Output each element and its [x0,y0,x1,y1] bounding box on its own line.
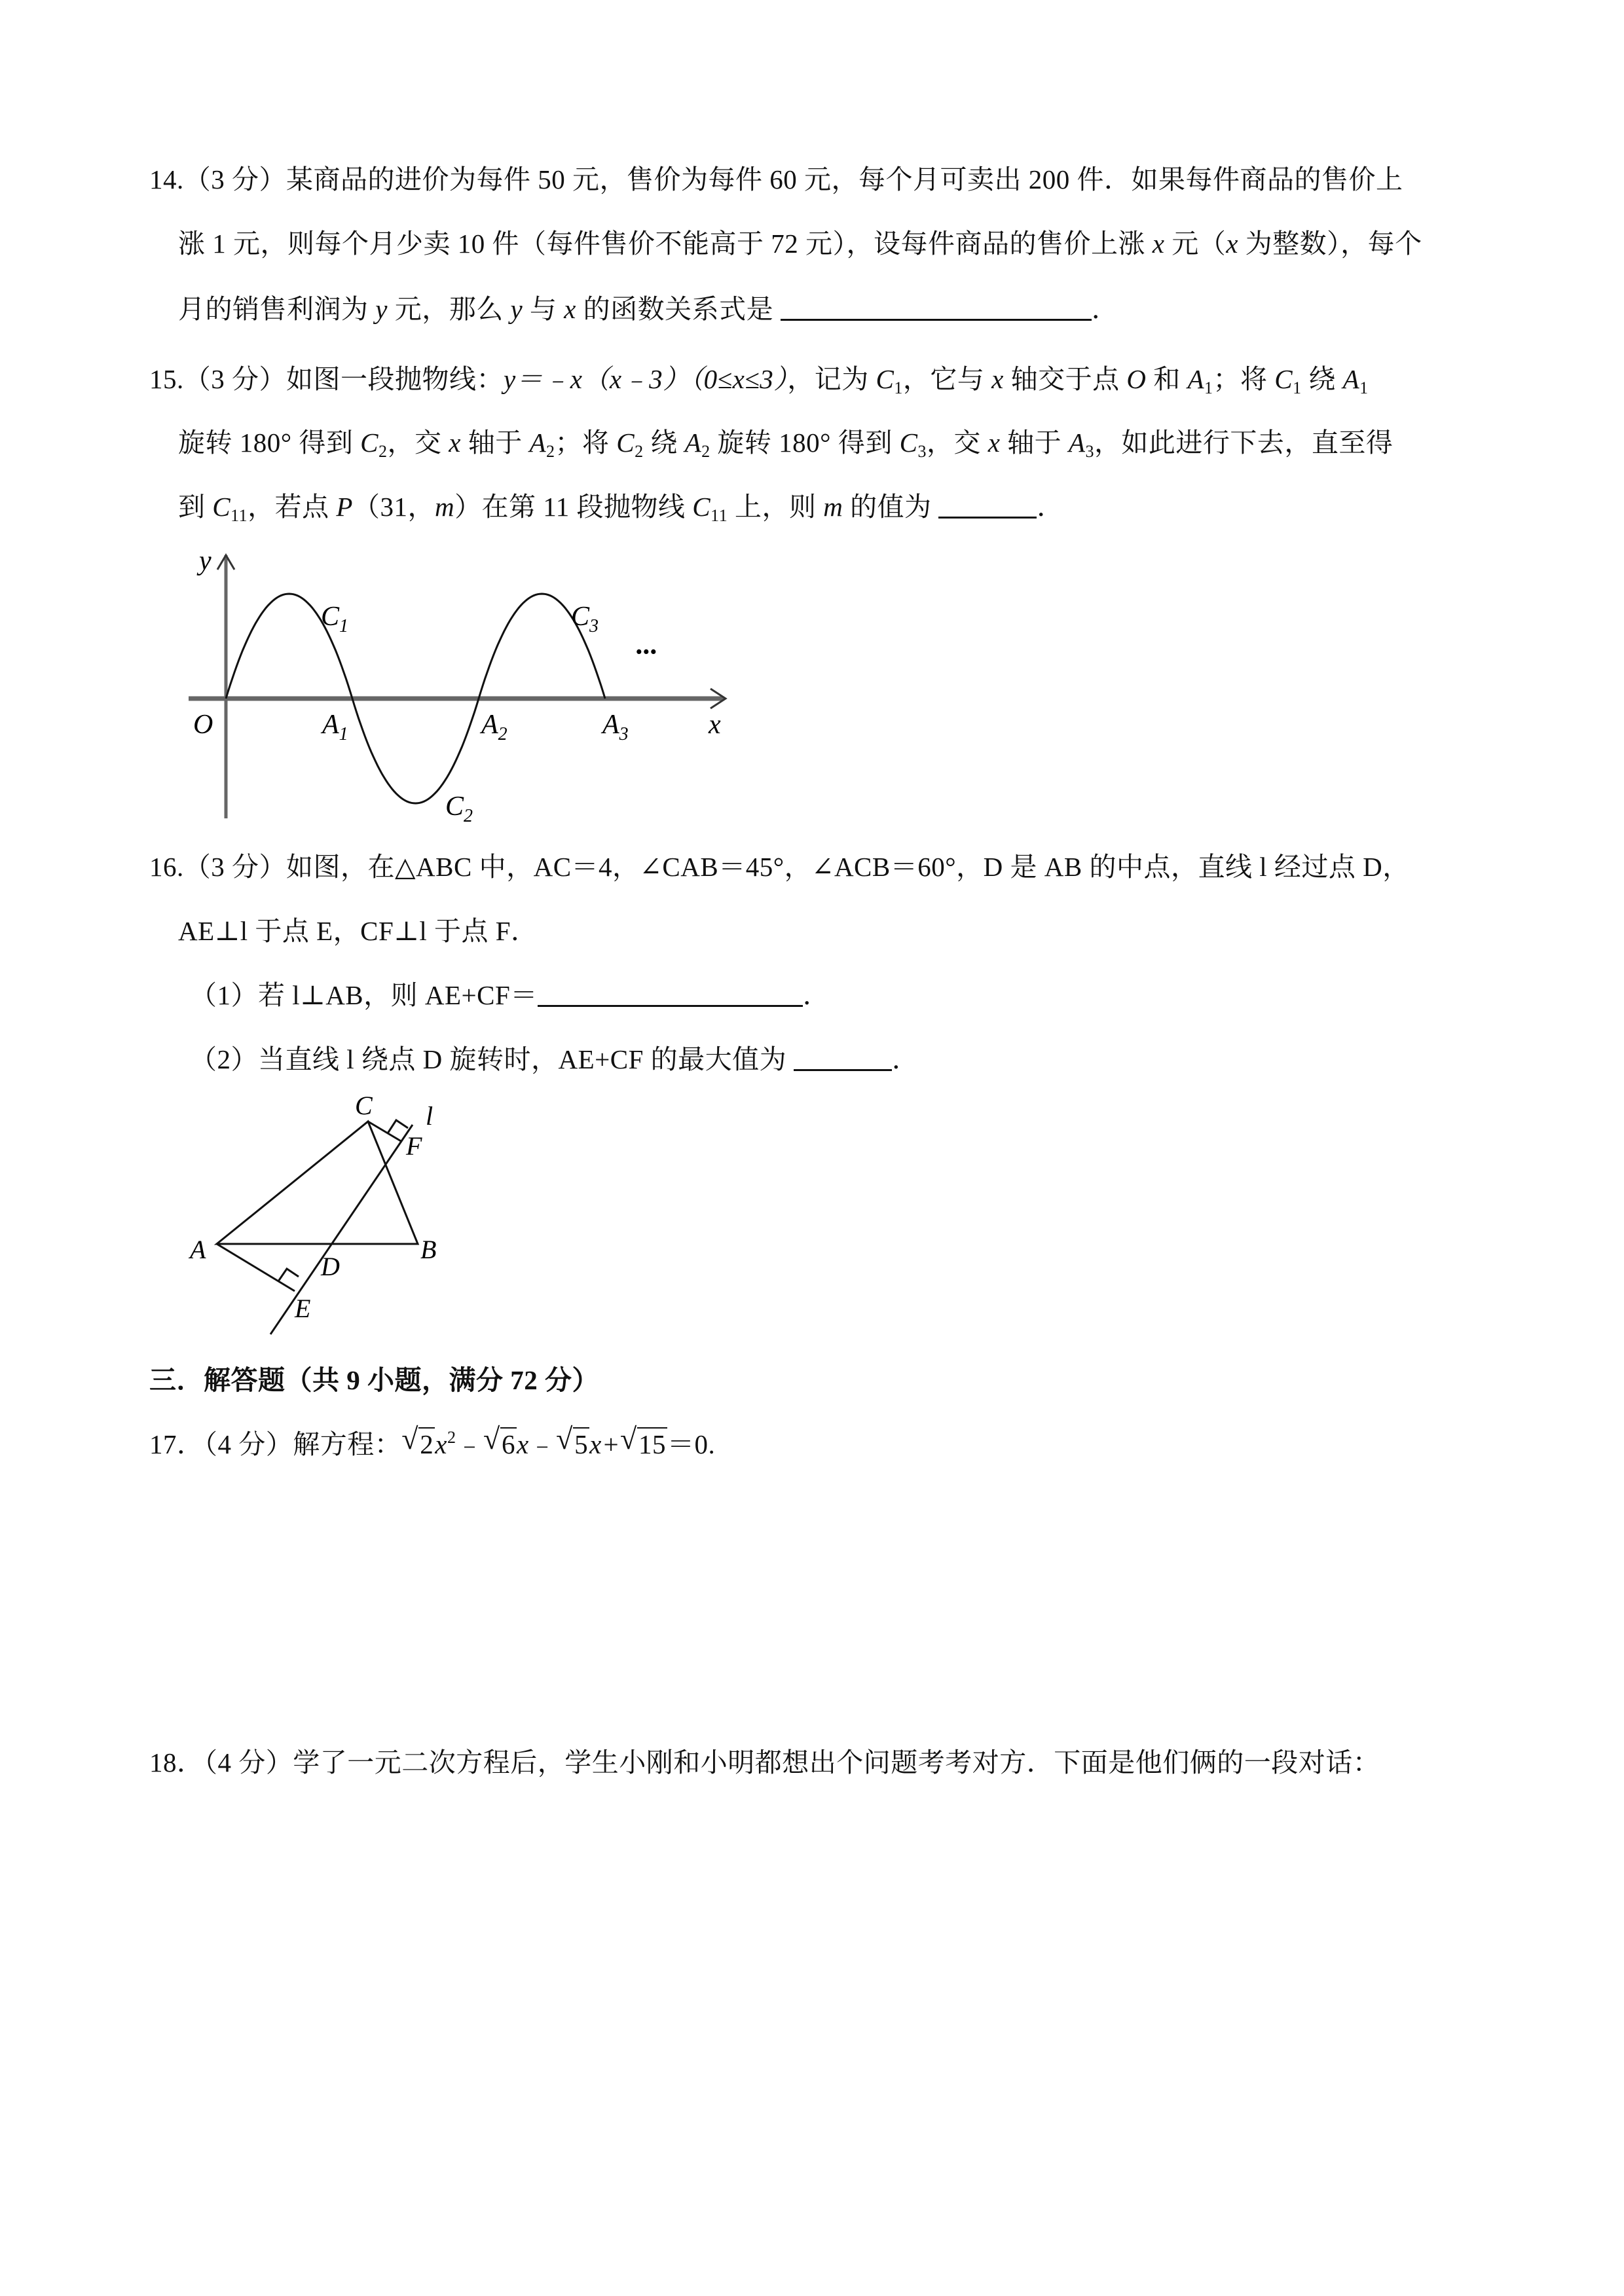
q18-line: 18．（4 分）学了一元二次方程后，学生小刚和小明都想出个问题考考对方．下面是他们俩的一段对话： [149,1747,1380,1777]
q15-text: 旋转 180° 得到 [710,428,900,458]
q15-text: 绕 [643,428,685,458]
q14-line-2 [178,228,1422,259]
radical-icon: √ [620,1422,637,1455]
ellipsis: ··· [635,636,657,668]
radical-icon: √ [556,1422,573,1455]
q16-part-1-blank[interactable] [538,981,803,1007]
sqrt-2 [401,1422,435,1460]
var-o: O [1126,364,1147,394]
var-c: C [876,364,895,394]
q15-text: 15.（3 分）如图一段抛物线： [149,364,504,394]
q14-line-1: 14.（3 分）某商品的进价为每件 50 元，售价为每件 60 元，每个月可卖出 200 件．如果每件商品的售价上 [149,164,1403,194]
curve-label-c1: $C_1$ [321,602,349,636]
label-f: F [406,1131,422,1161]
sub: 3 [917,442,927,461]
var-x: x [564,294,576,324]
point-label-a1: $A_1$ [322,710,348,744]
q15-parabola-figure [177,537,733,825]
var-x: x [449,428,461,458]
sub: 2 [378,442,388,461]
sub: 2 [635,442,644,461]
x-axis-label: x [709,710,721,740]
var-c: C [692,492,711,522]
label-b: B [420,1235,437,1264]
point-label-a3: $A_3$ [602,710,629,744]
q15-text: ，如此进行下去，直至得 [1094,428,1393,458]
q15-line-2 [178,427,1393,461]
q17-line [149,1422,716,1460]
var-p: P [336,492,353,522]
q16-triangle-figure [177,1087,478,1336]
var-c: C [899,428,918,458]
sub: 1 [1204,378,1213,397]
q15-text: 轴于 [460,428,530,458]
sqrt-6 [483,1422,517,1460]
q15-text: 到 [178,492,213,522]
var-a: A [1068,428,1086,458]
sub: 1 [1293,378,1302,397]
sub: 11 [231,506,248,525]
q15-text: 旋转 180° 得到 [178,428,361,458]
q15-period: ． [1037,492,1064,522]
q16-line-2: AE⊥l 于点 E，CF⊥l 于点 F． [178,916,538,946]
origin-label: O [193,710,213,740]
exponent: 2 [447,1428,456,1447]
label-d: D [321,1252,340,1281]
q14-text: 涨 1 元，则每个月少卖 10 件（每件售价不能高于 72 元），设每件商品的售价上涨 [178,228,1153,259]
q16-period: ． [802,980,830,1010]
var-m: m [823,492,843,522]
q16-part-1 [190,979,830,1011]
q15-line-3 [178,491,1064,525]
var-a: A [1342,364,1360,394]
q14-line-3 [178,293,1118,325]
q14-text: 元（ [1164,228,1227,259]
sub: 2 [546,442,555,461]
y-axis-label: y [199,546,212,576]
sqrt-15 [620,1422,667,1460]
q15-text: ，记为 [787,364,876,394]
label-a: A [190,1235,206,1264]
radical-icon: √ [401,1422,418,1455]
q14-period: ． [1091,294,1119,324]
q15-text: ，它与 [902,364,992,394]
q16-part-2-blank[interactable] [794,1046,892,1071]
sub: 2 [701,442,710,461]
radical-icon: √ [483,1422,500,1455]
q15-text: 绕 [1301,364,1343,394]
q14-text: 的函数关系式是 [576,294,781,324]
y-axis [217,555,234,818]
q16-part-1-text: （1）若 l⊥AB，则 AE+CF＝ [190,980,538,1010]
right-angle-mark-f [388,1120,408,1133]
var-x: x [991,364,1004,394]
q15-text: 和 [1146,364,1188,394]
sub: 3 [1085,442,1094,461]
minus: ﹣ [528,1429,557,1459]
var-y: y [375,294,388,324]
line-l [270,1125,413,1334]
point-label-a2: $A_2$ [481,710,507,744]
label-l: l [426,1101,434,1131]
q17-prefix: 17．（4 分）解方程： [149,1429,402,1459]
q16-line-1: 16.（3 分）如图，在△ABC 中，AC＝4，∠CAB＝45°，∠ACB＝60°，D 是 AB 的中点，直线 l 经过点 D， [149,852,1410,882]
radicand: 5 [573,1427,589,1460]
var-a: A [529,428,547,458]
sub: 11 [710,506,728,525]
q15-text: 轴于 [1000,428,1069,458]
label-e: E [295,1294,311,1323]
q15-line-1 [149,363,1369,395]
q15-text: 上，则 [728,492,824,522]
q15-answer-blank[interactable] [938,493,1037,519]
var-m: m [434,492,455,522]
q15-text: ，若点 [248,492,337,522]
var-a: A [1187,364,1205,394]
sqrt-5 [556,1422,589,1460]
q14-text: 与 [523,294,564,324]
var-c: C [616,428,635,458]
radicand: 15 [637,1427,667,1460]
q16-period: ． [891,1044,919,1074]
curve-label-c2: $C_2$ [445,792,473,825]
sub: 1 [894,378,903,397]
radicand: 2 [418,1427,435,1460]
q15-text: （31， [352,492,435,522]
var-x: x [987,428,1001,458]
curve-label-c3: $C_3$ [571,602,599,636]
q15-text: ，交 [926,428,988,458]
minus: ﹣ [456,1429,483,1459]
q16-part-2 [190,1044,919,1075]
x-axis [189,689,726,708]
q14-answer-blank[interactable] [781,295,1092,321]
var-c: C [360,428,379,458]
var-x: x [516,1429,529,1459]
var-x: x [435,1429,447,1459]
q15-text: 的值为 [843,492,939,522]
var-c: C [212,492,231,522]
var-x: x [1226,228,1238,259]
var-c: C [1274,364,1293,394]
q14-text: 月的销售利润为 [178,294,376,324]
q15-text: ，交 [387,428,449,458]
q15-formula: y＝﹣x（x﹣3）（0≤x≤3） [504,364,788,394]
segment-ae [217,1244,295,1291]
q16-part-2-text: （2）当直线 l 绕点 D 旋转时，AE+CF 的最大值为 [190,1044,794,1074]
q15-text: 轴交于点 [1003,364,1127,394]
sub: 1 [1359,378,1369,397]
radicand: 6 [500,1427,517,1460]
section-3-heading: 三．解答题（共 9 小题，满分 72 分） [149,1365,599,1395]
var-y: y [510,294,523,324]
q15-text: ；将 [555,428,617,458]
right-angle-mark-e [278,1269,299,1281]
var-x: x [1152,228,1165,259]
label-c: C [355,1091,373,1120]
q15-text: ；将 [1213,364,1275,394]
q14-text: 元，那么 [387,294,511,324]
var-a: A [684,428,702,458]
equals-zero: ＝0. [667,1429,716,1459]
triangle-abc [217,1121,418,1244]
q14-text: 为整数），每个 [1238,228,1422,259]
q15-text: ）在第 11 段抛物线 [454,492,693,522]
var-x-plus: x+ [589,1429,621,1459]
